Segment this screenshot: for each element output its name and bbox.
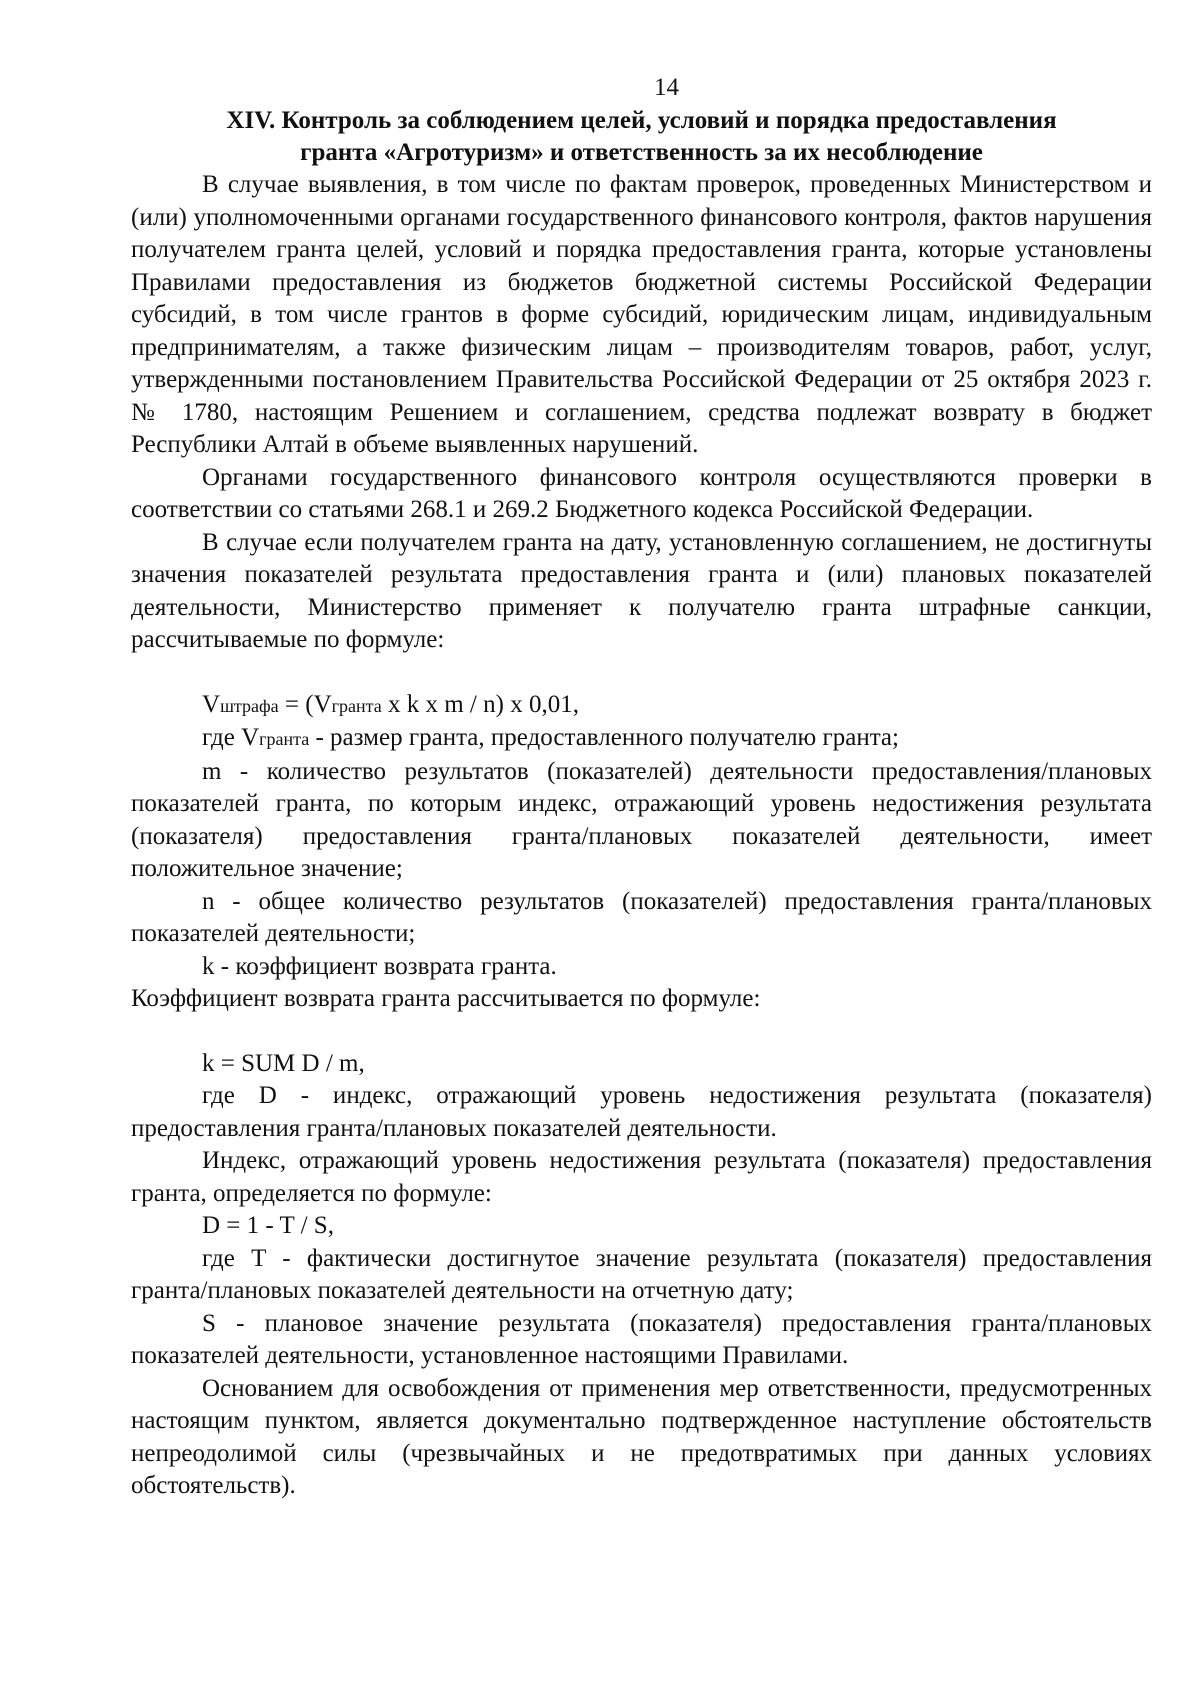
paragraph-force-majeure: Основанием для освобождения от применения мер ответственности, предусмотренных настоящим пунктом, является документально подтвержденное наступление обстоятельств непреодолимой силы (чрезвычайных и не предотвратимых при данных условиях обстоятельств).: [131, 1374, 1152, 1499]
formula-d: D = 1 - T / S,: [202, 1212, 334, 1239]
paragraph-violations: В случае выявления, в том числе по фактам проверок, проведенных Министерством и (или) уполномоченными органами государственного финансового контроля, фактов нарушения получателем гранта целей, условий и порядка предоставления гранта, которые установлены Правилами предоставления из бюджетов бюджетной системы Российской Федерации субсидий, в том числе грантов в форме субсидий, юридическим лицам, индивидуальным предпринимателям, а также физическим лицам – производителям товаров, работ, услуг, утвержденными постановлением Правительства Российской Федерации от 25 октября 2023 г. № 1780, настоящим Решением и соглашением, средства подлежат возврату в бюджет Республики Алтай в объеме выявленных нарушений.: [131, 171, 1152, 458]
definition-t: где T - фактически достигнутое значение результата (показателя) предоставления гранта/плановых показателей деятельности на отчетную дату;: [131, 1244, 1152, 1304]
section-heading-line-2: гранта «Агротуризм» и ответственность за их несоблюдение: [300, 139, 983, 166]
definition-v-grant: где Vгранта - размер гранта, предоставленного получателю гранта;: [202, 724, 899, 751]
section-heading-line-1: XIV. Контроль за соблюдением целей, условий и порядка предоставления: [226, 107, 1057, 134]
definition-n: n - общее количество результатов (показателей) предоставления гранта/плановых показателей деятельности;: [131, 887, 1152, 947]
formula-subscript-grant: гранта: [331, 695, 382, 716]
formula-subscript-fine: штрафа: [220, 695, 279, 716]
definition-m: m - количество результатов (показателей) деятельности предоставления/плановых показателей гранта, по которым индекс, отражающий уровень недостижения результата (показателя) предоставления гранта/плановых показателей деятельности, имеет положительное значение;: [131, 757, 1152, 882]
k-formula-intro: Коэффициент возврата гранта рассчитывается по формуле:: [131, 985, 761, 1012]
page-number: 14: [654, 74, 679, 101]
section-heading: [131, 105, 1152, 169]
definition-s: S - плановое значение результата (показателя) предоставления гранта/плановых показателей деятельности, установленное настоящими Правилами.: [131, 1309, 1152, 1369]
definition-k: k - коэффициент возврата гранта.: [202, 952, 557, 980]
definition-d: где D - индекс, отражающий уровень недостижения результата (показателя) предоставления гранта/плановых показателей деятельности.: [131, 1082, 1152, 1142]
formula-k: k = SUM D / m,: [202, 1049, 365, 1077]
formula-penalty: Vштрафа = (Vгранта x k x m / n) x 0,01,: [202, 690, 579, 718]
paragraph-penalties: В случае если получателем гранта на дату, установленную соглашением, не достигнуты значения показателей результата предоставления гранта и (или) плановых показателей деятельности, Министерство применяет к получателю гранта штрафные санкции, рассчитываемые по формуле:: [131, 528, 1152, 653]
index-formula-intro: Индекс, отражающий уровень недостижения результата (показателя) предоставления гранта, определяется по формуле:: [131, 1147, 1152, 1207]
paragraph-inspections: Органами государственного финансового контроля осуществляются проверки в соответствии со статьями 268.1 и 269.2 Бюджетного кодекса Российской Федерации.: [131, 463, 1152, 523]
